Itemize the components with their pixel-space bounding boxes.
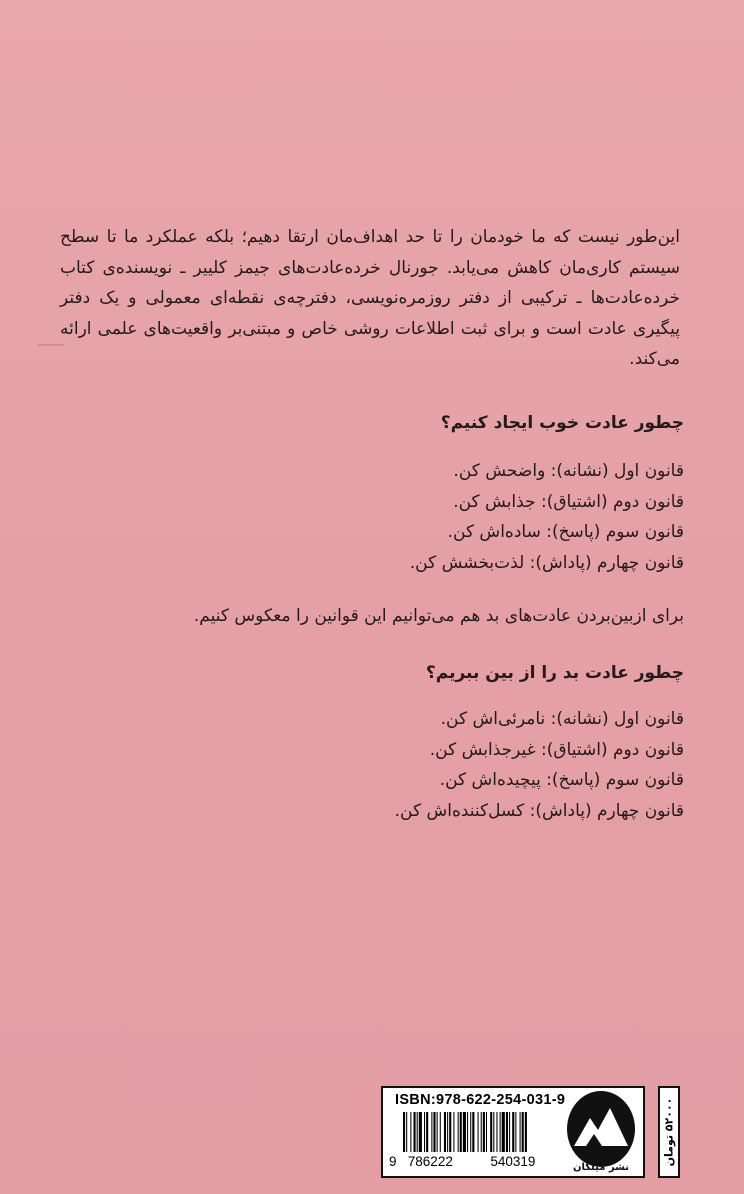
barcode-bar bbox=[460, 1112, 462, 1152]
barcode-bar bbox=[470, 1112, 471, 1152]
barcode-bar bbox=[453, 1112, 454, 1152]
barcode-bar bbox=[440, 1112, 441, 1152]
barcode-bar bbox=[525, 1112, 527, 1152]
bad-habit-law: قانون دوم (اشتیاق): غیرجذابش کن. bbox=[429, 739, 684, 760]
barcode-group-2: 540319 bbox=[490, 1154, 536, 1169]
barcode-bar bbox=[486, 1112, 487, 1152]
barcode-bar bbox=[424, 1112, 425, 1152]
reverse-note: برای ازبین‌بردن عادت‌های بد هم می‌توانیم این قوانین را معکوس کنیم. bbox=[193, 606, 684, 626]
price-box bbox=[658, 1086, 680, 1178]
barcode-group-1: 786222 bbox=[407, 1154, 453, 1169]
barcode-bar bbox=[449, 1112, 451, 1152]
barcode-bar bbox=[506, 1112, 508, 1152]
barcode-bar bbox=[437, 1112, 438, 1152]
barcode-bar bbox=[493, 1112, 494, 1152]
good-habit-law: قانون دوم (اشتیاق): جذابش کن. bbox=[453, 491, 684, 512]
good-habit-heading: چطور عادت خوب ایجاد کنیم؟ bbox=[440, 413, 684, 433]
barcode-bar bbox=[403, 1112, 405, 1152]
bad-habit-laws bbox=[395, 704, 684, 826]
publisher-logo-label: نشر میلکان bbox=[572, 1162, 630, 1173]
barcode-bar bbox=[426, 1112, 428, 1152]
barcode-bar bbox=[512, 1112, 514, 1152]
barcode-bar bbox=[490, 1112, 492, 1152]
barcode-bar bbox=[478, 1112, 479, 1152]
barcode-bar bbox=[419, 1112, 422, 1152]
good-habit-law: قانون چهارم (پاداش): لذت‌بخشش کن. bbox=[409, 552, 684, 573]
barcode-lead-digit: 9 bbox=[389, 1154, 397, 1169]
barcode-bar bbox=[458, 1112, 459, 1152]
barcode-bar bbox=[410, 1112, 411, 1152]
barcode-bar bbox=[500, 1112, 501, 1152]
intro-paragraph: این‌طور نیست که ما خودمان را تا حد اهداف‌مان ارتقا دهیم؛ بلکه عملکرد ما تا سطح سیستم کاری‌مان کاهش می‌یابد. جورنال خرده‌عادت‌های جیمز کلییر ـ نویسنده‌ی کتاب خرده‌عادت‌ها ـ ترکیبی از دفتر روزمره‌نویسی، دفترچه‌ی نقطه‌ای معمولی و یک دفتر پیگیری عادت است و برای ثبت اطلاعات روشی خاص و مبتنی‌بر واقعیت‌های علمی ارائه می‌کند. bbox=[60, 227, 680, 369]
barcode-bar bbox=[414, 1112, 416, 1152]
barcode-bar bbox=[483, 1112, 485, 1152]
barcode-bar bbox=[444, 1112, 446, 1152]
barcode-bar bbox=[433, 1112, 435, 1152]
barcode-bar bbox=[417, 1112, 418, 1152]
barcode-bar bbox=[496, 1112, 497, 1152]
barcode-bar bbox=[522, 1112, 524, 1152]
barcode-bar bbox=[515, 1112, 516, 1152]
bad-habit-law: قانون اول (نشانه): نامرئی‌اش کن. bbox=[440, 709, 684, 729]
barcode-bar bbox=[502, 1112, 505, 1152]
bad-habit-heading: چطور عادت بد را از بین ببریم؟ bbox=[425, 663, 684, 683]
bad-habit-law: قانون چهارم (پاداش): کسل‌کننده‌اش کن. bbox=[394, 800, 684, 821]
isbn-text: ISBN:978-622-254-031-9 bbox=[395, 1092, 566, 1108]
barcode-bar bbox=[406, 1112, 407, 1152]
good-habit-law: قانون سوم (پاسخ): ساده‌اش کن. bbox=[447, 522, 684, 542]
bad-habit-law: قانون سوم (پاسخ): پیچیده‌اش کن. bbox=[439, 770, 684, 790]
barcode-bar bbox=[467, 1112, 468, 1152]
barcode-bar bbox=[481, 1112, 482, 1152]
price-text: ۵۲۰۰۰ تومان bbox=[662, 1097, 676, 1167]
barcode-bar bbox=[431, 1112, 432, 1152]
barcode-bar bbox=[447, 1112, 448, 1152]
good-habit-laws bbox=[410, 456, 684, 578]
barcode-bar bbox=[463, 1112, 466, 1152]
barcode-bar bbox=[520, 1112, 521, 1152]
good-habit-law: قانون اول (نشانه): واضحش کن. bbox=[453, 461, 684, 481]
barcode-bar bbox=[509, 1112, 510, 1152]
barcode-bar bbox=[472, 1112, 474, 1152]
